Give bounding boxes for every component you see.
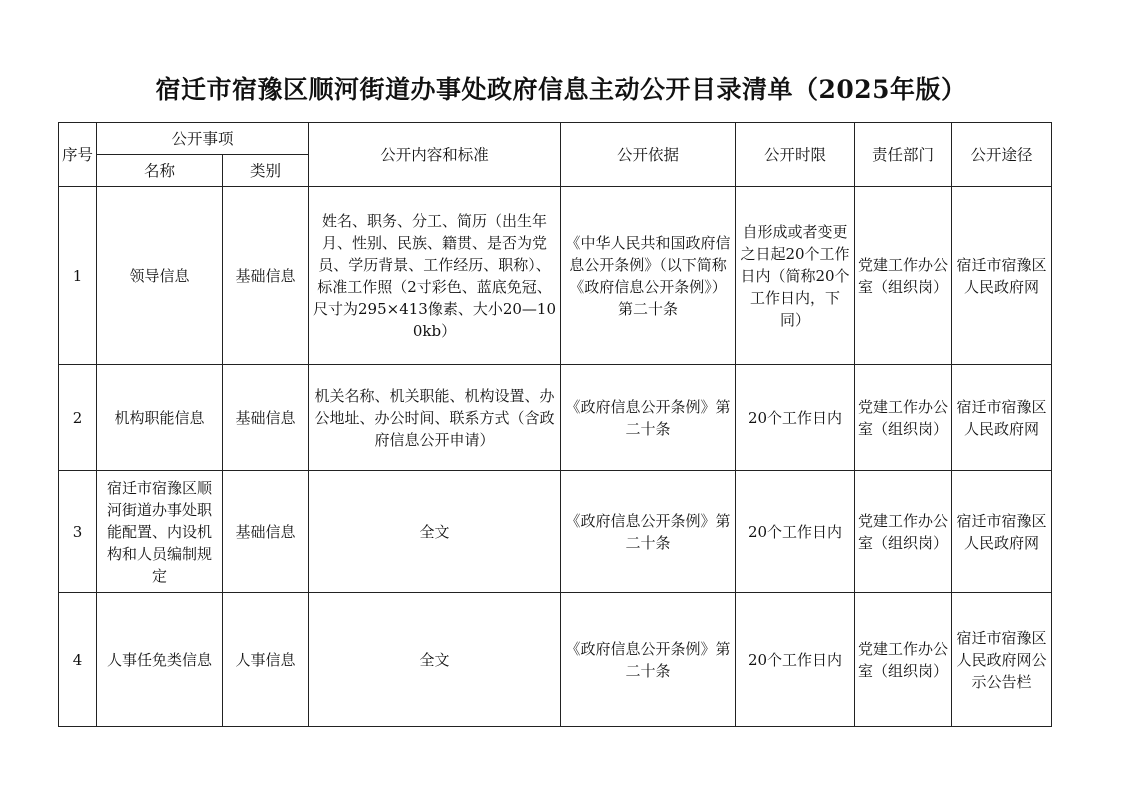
cell-time-limit: 20个工作日内 — [736, 365, 855, 471]
cell-department: 党建工作办公室（组织岗） — [855, 471, 952, 593]
table-row — [59, 187, 1052, 365]
cell-basis: 《政府信息公开条例》第二十条 — [561, 365, 736, 471]
header-channel: 公开途径 — [952, 123, 1052, 187]
cell-serial: 1 — [59, 187, 97, 365]
cell-department: 党建工作办公室（组织岗） — [855, 593, 952, 727]
cell-name: 机构职能信息 — [97, 365, 223, 471]
cell-serial: 4 — [59, 593, 97, 727]
cell-name: 人事任免类信息 — [97, 593, 223, 727]
cell-department: 党建工作办公室（组织岗） — [855, 187, 952, 365]
cell-basis: 《政府信息公开条例》第二十条 — [561, 593, 736, 727]
table-row — [59, 593, 1052, 727]
cell-content: 机关名称、机关职能、机构设置、办公地址、办公时间、联系方式（含政府信息公开申请） — [309, 365, 561, 471]
header-department: 责任部门 — [855, 123, 952, 187]
table-row — [59, 471, 1052, 593]
header-item-group: 公开事项 — [97, 123, 309, 155]
header-content: 公开内容和标准 — [309, 123, 561, 187]
document-title: 宿迁市宿豫区顺河街道办事处政府信息主动公开目录清单（2025年版） — [155, 75, 967, 104]
header-category: 类别 — [223, 155, 309, 187]
cell-serial: 2 — [59, 365, 97, 471]
cell-category: 基础信息 — [223, 471, 309, 593]
cell-time-limit: 自形成或者变更之日起20个工作日内（简称20个工作日内，下同） — [736, 187, 855, 365]
header-name: 名称 — [97, 155, 223, 187]
cell-basis: 《政府信息公开条例》第二十条 — [561, 471, 736, 593]
cell-category: 基础信息 — [223, 365, 309, 471]
cell-category: 基础信息 — [223, 187, 309, 365]
cell-content: 全文 — [309, 471, 561, 593]
disclosure-catalog-table — [58, 122, 1052, 727]
cell-name: 宿迁市宿豫区顺河街道办事处职能配置、内设机构和人员编制规定 — [97, 471, 223, 593]
table-row — [59, 365, 1052, 471]
cell-time-limit: 20个工作日内 — [736, 471, 855, 593]
header-serial: 序号 — [59, 123, 97, 187]
header-time-limit: 公开时限 — [736, 123, 855, 187]
cell-name: 领导信息 — [97, 187, 223, 365]
cell-channel: 宿迁市宿豫区人民政府网 — [952, 471, 1052, 593]
cell-serial: 3 — [59, 471, 97, 593]
cell-time-limit: 20个工作日内 — [736, 593, 855, 727]
cell-channel: 宿迁市宿豫区人民政府网 — [952, 365, 1052, 471]
header-basis: 公开依据 — [561, 123, 736, 187]
cell-content: 姓名、职务、分工、简历（出生年月、性别、民族、籍贯、是否为党员、学历背景、工作经历、职称）、标准工作照（2寸彩色、蓝底免冠、尺寸为295×413像素、大小20—100kb） — [309, 187, 561, 365]
cell-channel: 宿迁市宿豫区人民政府网 — [952, 187, 1052, 365]
cell-basis: 《中华人民共和国政府信息公开条例》（以下简称《政府信息公开条例》）第二十条 — [561, 187, 736, 365]
cell-category: 人事信息 — [223, 593, 309, 727]
cell-channel: 宿迁市宿豫区人民政府网公示公告栏 — [952, 593, 1052, 727]
cell-department: 党建工作办公室（组织岗） — [855, 365, 952, 471]
cell-content: 全文 — [309, 593, 561, 727]
